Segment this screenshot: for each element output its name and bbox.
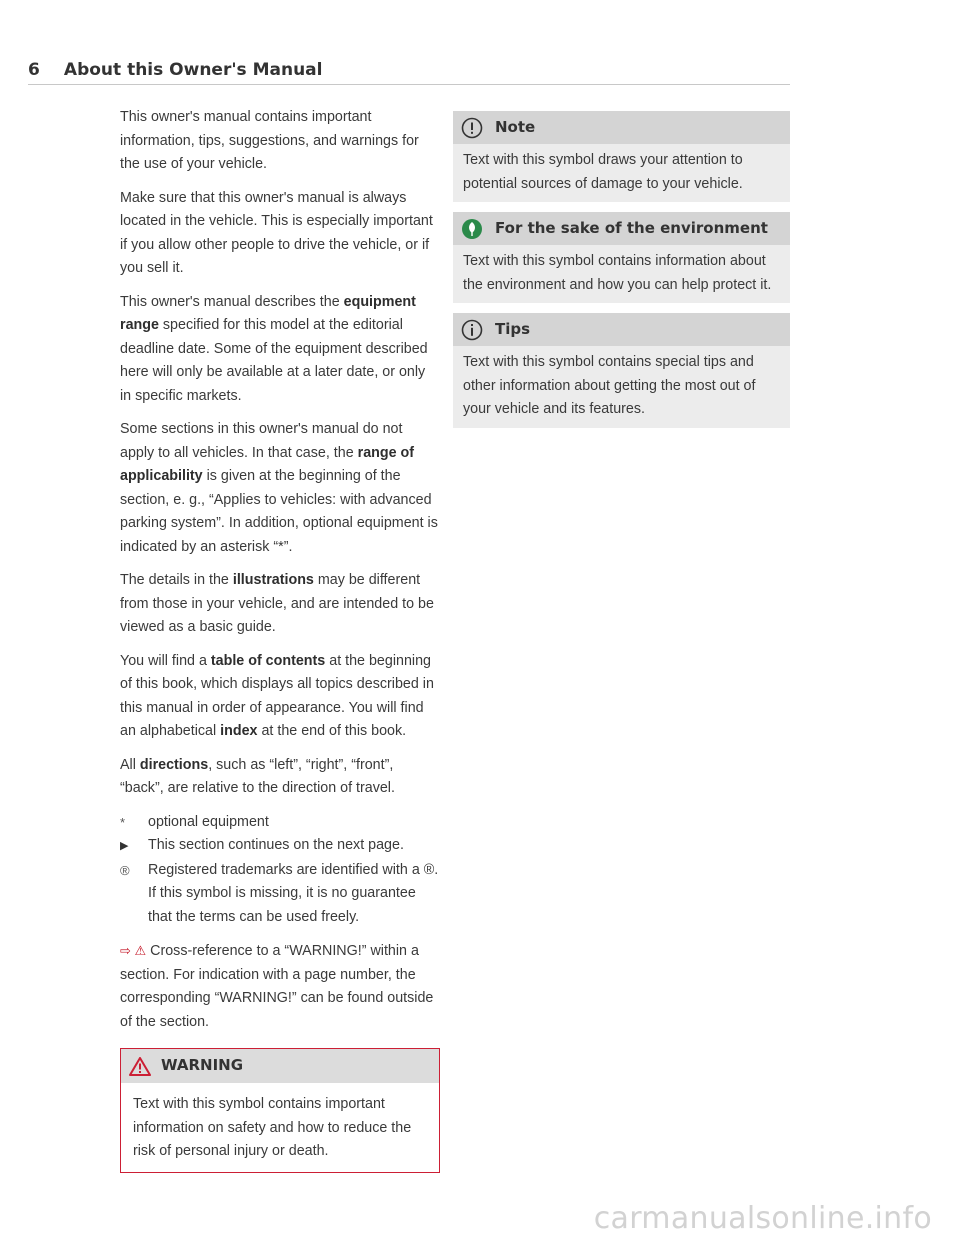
legend-text: Registered trademarks are identified with a ®. If this symbol is missing, it is no guarantee that the terms can be used freely. bbox=[148, 861, 439, 925]
tips-header bbox=[453, 313, 790, 346]
text: All bbox=[120, 756, 140, 773]
text: at the end of this book. bbox=[257, 723, 407, 739]
text: This owner's manual describes the bbox=[120, 293, 344, 310]
text: The details in the bbox=[120, 572, 233, 588]
paragraph-location: Make sure that this owner's manual is always located in the vehicle. This is especially important if you allow other people to drive the vehicle, or if you sell it. bbox=[120, 189, 433, 276]
right-column bbox=[453, 111, 790, 438]
warning-triangle-icon bbox=[129, 1057, 151, 1076]
paragraph-intro: This owner's manual contains important information, tips, suggestions, and warnings for the use of your vehicle. bbox=[120, 109, 419, 172]
legend-item bbox=[120, 834, 440, 859]
text: You will find a bbox=[120, 652, 211, 669]
cross-reference-note bbox=[120, 939, 440, 1034]
note-header bbox=[453, 111, 790, 144]
tips-box bbox=[453, 313, 790, 428]
cross-reference-warning-icon: ⇨ ⚠ bbox=[120, 943, 147, 958]
cross-reference-text: Cross-reference to a “WARNING!” within a section. For indication with a page number, the corresponding “WARNING!” can be found outside of the section. bbox=[120, 943, 434, 1030]
term-table-of-contents: table of contents bbox=[210, 652, 326, 669]
term-index: index bbox=[220, 723, 258, 739]
legend-item bbox=[120, 859, 440, 930]
term-equipment-range: equipment range bbox=[120, 293, 416, 333]
paragraph-equipment bbox=[120, 291, 440, 409]
legend-text: optional equipment bbox=[148, 813, 269, 830]
tips-title: Tips bbox=[495, 319, 531, 338]
left-column bbox=[120, 106, 440, 1173]
note-text: Text with this symbol draws your attention to potential sources of damage to your vehicle. bbox=[463, 152, 743, 192]
text: is given at the beginning of the section, e. g., “Applies to vehicles: with advanced parking system”. In addition, optional equipment is indicated by an asterisk “*”. bbox=[120, 468, 438, 555]
warning-box bbox=[120, 1048, 440, 1173]
tips-info-icon bbox=[461, 319, 483, 341]
paragraph-applicability bbox=[120, 418, 440, 559]
paragraph-illustrations bbox=[120, 569, 440, 640]
legend-item bbox=[120, 811, 440, 835]
symbol-legend bbox=[120, 811, 440, 930]
text: , such as “left”, “right”, “front”, “back”, are relative to the direction of travel. bbox=[120, 756, 395, 796]
paragraph-contents bbox=[120, 650, 440, 744]
paragraph-directions bbox=[120, 754, 440, 801]
environment-leaf-icon bbox=[461, 218, 483, 240]
environment-text: Text with this symbol contains information about the environment and how you can help protect it. bbox=[463, 253, 772, 293]
asterisk-icon: * bbox=[120, 814, 126, 830]
term-range-of-applicability: range of applicability bbox=[120, 444, 415, 484]
note-box bbox=[453, 111, 790, 202]
term-directions: directions bbox=[139, 756, 209, 773]
text: Some sections in this owner's manual do not apply to all vehicles. In that case, the bbox=[120, 421, 403, 461]
page-number: 6 bbox=[28, 60, 40, 80]
note-title: Note bbox=[495, 117, 536, 136]
page-header bbox=[28, 60, 790, 85]
watermark: carmanualsonline.info bbox=[593, 1201, 932, 1236]
continue-arrow-icon: ▶ bbox=[120, 840, 129, 852]
warning-header bbox=[121, 1048, 439, 1083]
registered-trademark-icon: ® bbox=[120, 862, 130, 878]
term-illustrations: illustrations bbox=[232, 572, 314, 588]
text: may be different from those in your vehicle, and are intended to be viewed as a basic guide. bbox=[120, 572, 434, 635]
environment-box bbox=[453, 212, 790, 303]
warning-text: Text with this symbol contains important information on safety and how to reduce the risk of personal injury or death. bbox=[133, 1096, 412, 1159]
environment-title: For the sake of the environment bbox=[495, 218, 768, 237]
section-title: About this Owner's Manual bbox=[63, 60, 323, 80]
text: specified for this model at the editorial deadline date. Some of the equipment described here will only be available at a later date, or only in specific markets. bbox=[120, 317, 428, 404]
environment-header bbox=[453, 212, 790, 245]
note-exclamation-icon bbox=[461, 117, 483, 139]
text: at the beginning of this book, which displays all topics described in this manual in order of appearance. You will find an alphabetical bbox=[120, 652, 434, 739]
warning-title: WARNING bbox=[161, 1056, 244, 1075]
tips-text: Text with this symbol contains special tips and other information about getting the most out of your vehicle and its features. bbox=[463, 354, 756, 417]
legend-text: This section continues on the next page. bbox=[148, 837, 404, 853]
